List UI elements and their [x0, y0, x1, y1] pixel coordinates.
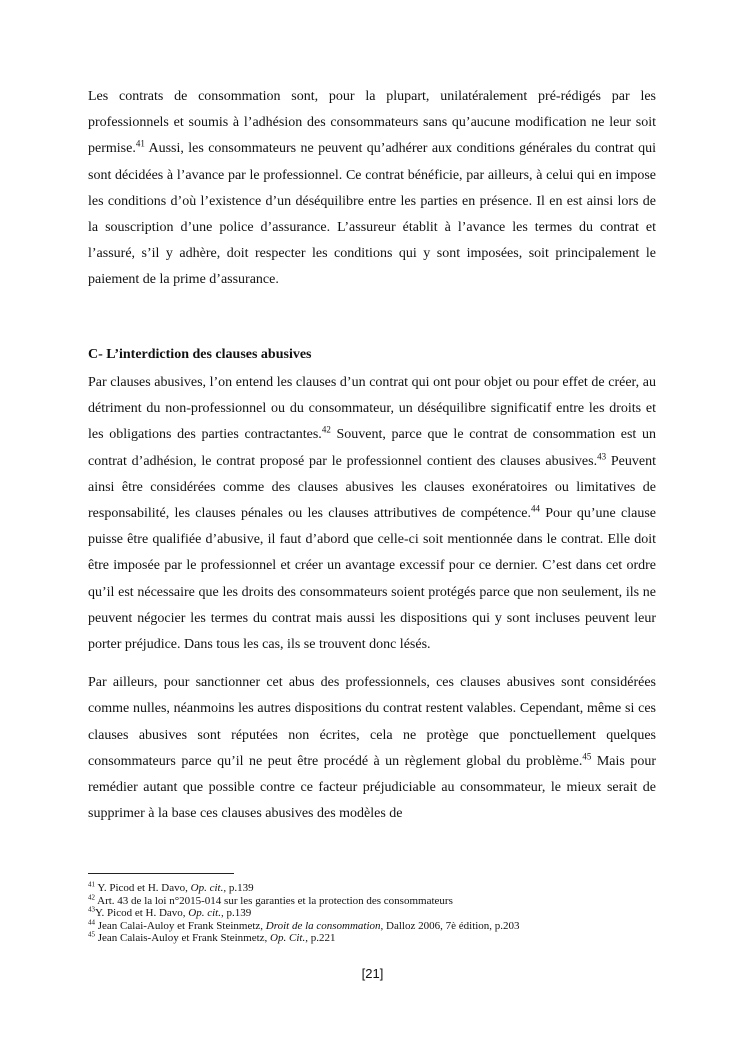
- footnote-text: Art. 43 de la loi n°2015-014 sur les garanties et la protection des consommateurs: [95, 894, 453, 907]
- footnote-italic: Op. Cit.: [270, 932, 306, 945]
- para1-text-2: Aussi, les consommateurs ne peuvent qu’adhérer aux conditions générales du contrat qui sont décidées à l’avance par le professionnel. Ce contrat bénéficie, par ailleurs, à celui qui en impose les conditions d’où l’existence d’un déséquilibre entre les parties en présence. Il en est ainsi lors de la souscription d’une police d’assurance. L’assureur établit à l’avance les termes du contrat et l’assuré, s’il y adhère, doit respecter les conditions qui y sont imposées, soit principalement le paiement de la prime d’assurance.: [88, 141, 656, 288]
- footnote-number: 45: [88, 930, 95, 939]
- section-body: [88, 370, 656, 827]
- para2-text-2: Souvent, parce que le contrat de consommation est un contrat d’adhésion, le contrat proposé par le professionnel contient des clauses abusives.: [88, 427, 656, 469]
- footnote-italic: Op. cit.,: [190, 882, 227, 894]
- paragraph-sanction: [88, 670, 656, 827]
- footnote-text-end: p.139: [226, 882, 254, 894]
- footnote-text-end: Dalloz 2006, 7è édition, p.203: [383, 919, 520, 932]
- footnote-text: Y. Picod et H. Davo,: [95, 907, 189, 920]
- footnote-ref-41[interactable]: 41: [135, 138, 145, 149]
- footnote-text-end: p.139: [223, 907, 252, 920]
- footnote-number: 42: [88, 892, 95, 901]
- footnote-italic: Op. cit.,: [188, 907, 224, 920]
- para3-text-2: Mais pour remédier autant que possible contre ce facteur préjudiciable au consommateur, le mieux serait de supprimer à la base ces clauses abusives des modèles de: [88, 753, 656, 822]
- para1-text-1: Les contrats de consommation sont, pour la plupart, unilatéralement pré-rédigés par les professionnels et soumis à l’adhésion des consommateurs sans qu’aucune modification ne leur soit permise.: [88, 89, 656, 157]
- footnote-43: [88, 907, 656, 920]
- footnote-45: [88, 932, 656, 945]
- footnote-ref-44[interactable]: 44: [530, 503, 540, 514]
- footnote-text: Jean Calais-Auloy et Frank Steinmetz,: [95, 932, 271, 945]
- footnote-number: 44: [88, 918, 95, 927]
- page-number: [21]: [361, 966, 384, 981]
- paragraph-contrats-consommation: [88, 84, 656, 294]
- footnote-ref-45[interactable]: 45: [582, 751, 592, 762]
- para3-text-1: Par ailleurs, pour sanctionner cet abus des professionnels, ces clauses abusives sont considérées comme nulles, néanmoins les autres dispositions du contrat restent valables. Cependant, même si ces clauses abusives sont réputées non écrites, cela ne protège que ponctuellement quelques consommateurs parce qu’il ne peut être procédé à un règlement global du problème.: [88, 675, 656, 769]
- footnote-41: [88, 882, 656, 895]
- para2-text-1: Par clauses abusives, l’on entend les clauses d’un contrat qui ont pour objet ou pour effet de créer, au détriment du non-professionnel ou du consommateur, un déséquilibre significatif entre les droits et les obligations des parties contractantes.: [88, 375, 656, 443]
- section-heading: C- L’interdiction des clauses abusives: [88, 347, 312, 362]
- footnote-text: Jean Calai-Auloy et Frank Steinmetz,: [95, 919, 266, 932]
- footnote-number: 43: [88, 905, 95, 914]
- footnotes-section: [88, 873, 656, 945]
- footnote-separator: [88, 873, 234, 874]
- footnote-text-end: , p.221: [305, 932, 336, 945]
- footnote-text: Y. Picod et H. Davo,: [95, 882, 191, 894]
- footnote-number: 41: [88, 880, 95, 889]
- page-body: [88, 84, 657, 822]
- footnote-italic: Droit de la consommation,: [265, 919, 384, 932]
- paragraph-clauses-abusives: [88, 370, 656, 658]
- para2-text-4: Pour qu’une clause puisse être qualifiée d’abusive, il faut d’abord que celle-ci soit mentionnée dans le contrat. Elle doit être imposée par le professionnel et créer un avantage excessif pour ce dernier. C’est dans cet ordre qu’il est nécessaire que les droits des consommateurs soient protégés parce que non seulement, ils ne peuvent négocier les termes du contrat mais aussi les dispositions qui y sont incluses peuvent leur porter préjudice. Dans tous les cas, ils se trouvent donc lésés.: [88, 506, 656, 653]
- footnote-42: [88, 892, 656, 908]
- footnote-ref-43[interactable]: 43: [597, 450, 607, 461]
- footnote-ref-42[interactable]: 42: [321, 424, 331, 435]
- footnote-44: [88, 920, 656, 933]
- para2-text-3: Peuvent ainsi être considérées comme des clauses abusives les clauses exonératoires ou limitatives de responsabilité, les clauses pénales ou les clauses attributives de compétence.: [88, 453, 657, 522]
